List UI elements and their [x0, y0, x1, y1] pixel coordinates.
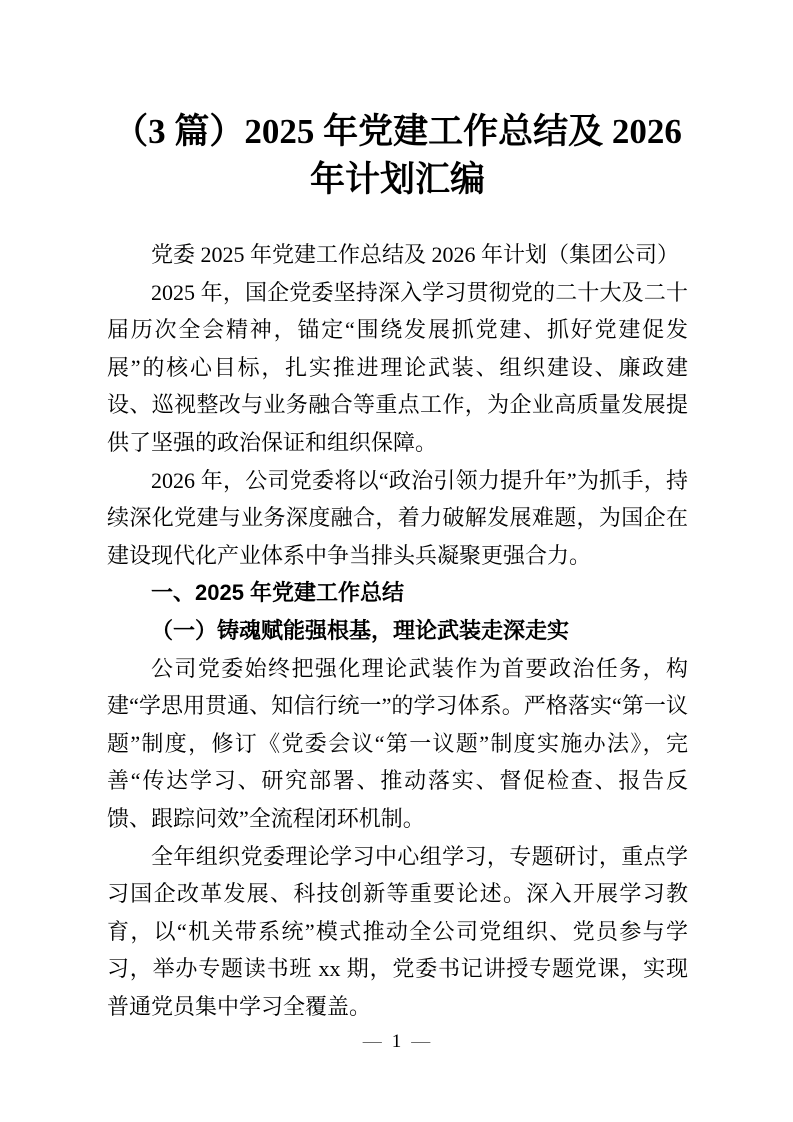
- footer-dash-right: —: [411, 1031, 431, 1052]
- paragraph-study-organization: 全年组织党委理论学习中心组学习，专题研讨，重点学习国企改革发展、科技创新等重要论述。深入开展学习教育，以“机关带系统”模式推动全公司党组织、党员参与学习，举办专题读书班 xx 期，党委书记讲授专题党课，实现普通党员集中学习全覆盖。: [107, 843, 688, 1019]
- paragraph-theory-arming: 公司党委始终把强化理论武装作为首要政治任务，构建“学思用贯通、知信行统一”的学习体系。严格落实“第一议题”制度，修订《党委会议“第一议题”制度实施办法》，完善“传达学习、研究部署、推动落实、督促检查、报告反馈、跟踪问效”全流程闭环机制。: [107, 655, 688, 831]
- paragraph-2025-summary-intro: 2025 年，国企党委坚持深入学习贯彻党的二十大及二十届历次全会精神，锚定“围绕发展抓党建、抓好党建促发展”的核心目标，扎实推进理论武装、组织建设、廉政建设、巡视整改与业务融合等重点工作，为企业高质量发展提供了坚强的政治保证和组织保障。: [107, 279, 688, 455]
- section-heading-level-2: （一）铸魂赋能强根基，理论武装走深走实: [151, 617, 570, 643]
- subtitle-paragraph: 党委 2025 年党建工作总结及 2026 年计划（集团公司）: [151, 242, 680, 267]
- footer-dash-left: —: [362, 1031, 382, 1052]
- page-footer: [0, 1030, 793, 1054]
- section-heading-level-1: 一、2025 年党建工作总结: [151, 580, 405, 606]
- page-number: 1: [391, 1031, 402, 1052]
- paragraph-2026-outlook-intro: 2026 年，公司党委将以“政治引领力提升年”为抓手，持续深化党建与业务深度融合，着力破解发展难题，为国企在建设现代化产业体系中争当排头兵凝聚更强合力。: [107, 467, 688, 568]
- document-content: [107, 0, 688, 1025]
- document-title: （3 篇）2025 年党建工作总结及 2026 年计划汇编: [113, 112, 682, 199]
